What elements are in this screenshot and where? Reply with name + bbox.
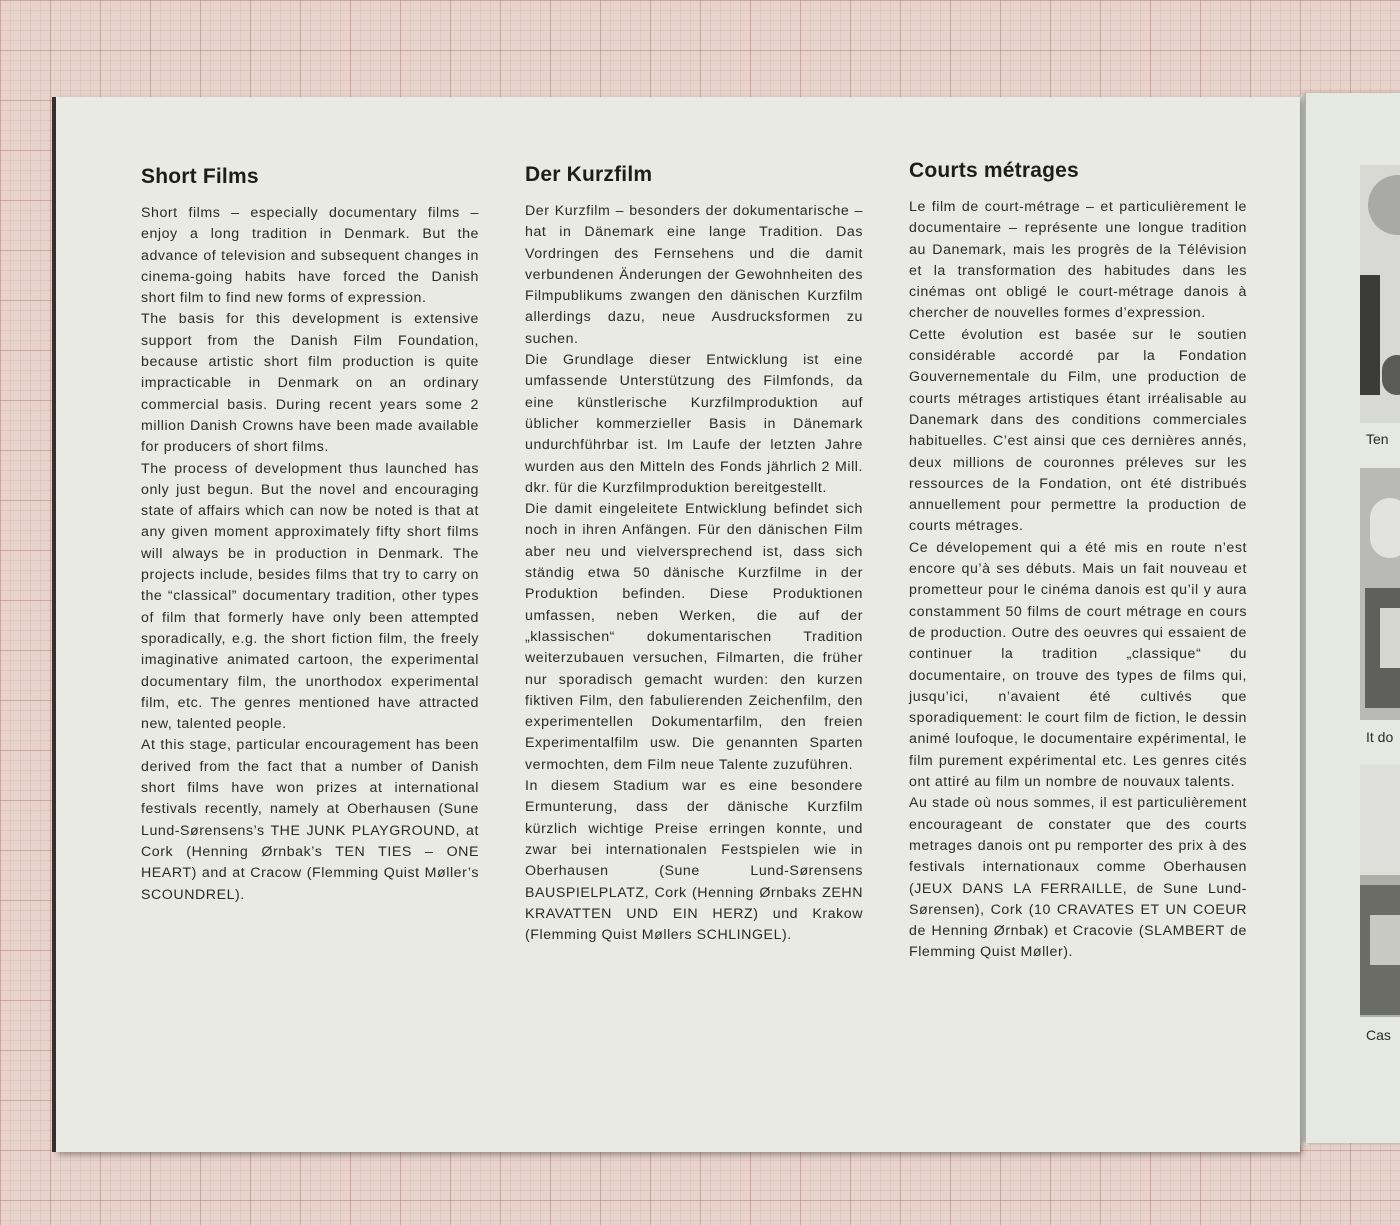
left-page — [56, 97, 1300, 1152]
column-title: Courts métrages — [909, 159, 1079, 182]
paragraph: At this stage, particular encouragement has been derived from the fact that a number of Danish short films have won prizes at international festivals recently, namely at Oberhausen (Sune Lund-Sørensens’s THE JUNK PLAYGROUND, at Cork (Henning Ørnbak’s TEN TIES – ONE HEART) and at Cracow (Flemming Quist Møller’s SCOUNDREL). — [141, 737, 479, 903]
photo-caption: It do — [1366, 729, 1394, 745]
right-page — [1306, 93, 1400, 1143]
paragraph: Au stade où nous sommes, il est particulièrement encourageant de constater que des courts metrages danois ont pu remporter des prix à des festivals internationaux comme Oberhausen (JEUX DANS LA FERRAILLE, de Sune Lund-Sørensen), Cork (10 CRAVATES ET UN COEUR de Henning Ørnbak) et Cracovie (SLAMBERT de Flemming Quist Møller). — [909, 795, 1247, 961]
paragraph: Ce dévelopement qui a été mis en route n’est encore qu’à ses débuts. Mais un fait nouveau et prometteur pour le cinéma danois est qu’il y aura constamment 50 films de court métrage en cours de production. Outre des oeuvres qui essaient de continuer la tradition „classique“ du documentaire, on trouve des types de films qui, jusqu’ici, n’avaient été cultivés que sporadiquement: le court film de fiction, le dessin animé loufoque, le documentaire expérimental, le film purement expérimental etc. Les genres cités ont attiré au film un nombre de nouvaux talents. — [909, 539, 1247, 791]
photo-caption: Cas — [1366, 1027, 1391, 1043]
film-still-photo — [1360, 765, 1400, 1017]
paragraph: Le film de court-métrage – et particulièrement le documentaire – représente une longue tradition au Danemark, mais les progrès de la Télévision et la transformation des habitudes dans les cinémas ont obligé le court-métrage danois à chercher de nouvelles formes d’expression. — [909, 199, 1247, 322]
column-german — [525, 163, 863, 946]
film-still-photo — [1360, 468, 1400, 720]
paragraph: Der Kurzfilm – besonders der dokumentarische – hat in Dänemark eine lange Tradition. Das Vordringen des Fernsehens und die damit verbundenen Änderungen der Gewohnheiten des Filmpublikums zwangen den dänischen Kurzfilm allerdings dazu, neue Ausdrucksformen zu suchen. — [525, 203, 863, 347]
column-title: Short Films — [141, 165, 259, 188]
film-still-photo — [1360, 165, 1400, 423]
column-title: Der Kurzfilm — [525, 163, 653, 186]
paragraph: In diesem Stadium war es eine besondere Ermunterung, dass der dänische Kurzfilm kürzlich wichtige Preise erringen konnte, und zwar bei internationalen Festspielen wie in Oberhausen (Sune Lund-Sørensens BAUSPIELPLATZ, Cork (Henning Ørnbaks ZEHN KRAVATTEN UND EIN HERZ) und Krakow (Flemming Quist Møllers SCHLINGEL). — [525, 778, 863, 944]
paragraph: The basis for this development is extensive support from the Danish Film Foundation, because artistic short film production is quite impracticable in Denmark on an ordinary commercial basis. During recent years some 2 million Danish Crowns have been made available for producers of short films. — [141, 311, 479, 456]
paragraph: Short films – especially documentary films – enjoy a long tradition in Denmark. But the advance of television and subsequent changes in cinema-going habits have forced the Danish short film to find new forms of expression. — [141, 205, 479, 307]
paragraph: The process of development thus launched has only just begun. But the novel and encouraging state of affairs which can now be noted is that at any given moment approximately fifty short films will always be in production in Denmark. The projects include, besides films that try to carry on the “classical” documentary tradition, other types of film that formerly have only been attempted sporadically, e.g. the short fiction film, the freely imaginative animated cartoon, the experimental documentary film, the unorthodox experimental film, etc. The genres mentioned have attracted new, talented people. — [141, 460, 479, 733]
paragraph: Die damit eingeleitete Entwicklung befindet sich noch in ihren Anfängen. Für den dänischen Film aber neu und vielversprechend ist, dass sich ständig etwa 50 dänische Kurzfilme in der Produktion befinden. Diese Produktionen umfassen, neben Werken, die auf der „klassischen“ dokumentarischen Tradition weiterzubauen versuchen, Filmarten, die früher nur sporadisch gemacht wurden: den kurzen fiktiven Film, den fabulierenden Zeichenfilm, den experimentellen Dokumentarfilm, den freien Experimentalfilm usw. Die genannten Sparten vermochten, dem Film neue Talente zuzuführen. — [525, 501, 863, 773]
paragraph: Cette évolution est basée sur le soutien considérable accordé par la Fondation Gouvernementale du Film, une production de courts métrages artistiques étant irréalisable au Danemark dans des conditions commerciales habituelles. C’est ainsi que ces dernières annés, deux millions de couronnes préleves sur les ressources de la Fondation, ont été distribués annuellement pour permettre la production de courts métrages. — [909, 326, 1247, 535]
column-english — [141, 165, 479, 906]
photo-caption: Ten — [1366, 431, 1389, 447]
paragraph: Die Grundlage dieser Entwicklung ist eine umfassende Unterstützung des Filmfonds, da eine künstlerische Kurzfilmproduktion auf üblicher kommerzieller Basis in Dänemark undurchführbar ist. Im Laufe der letzten Jahre wurden aus den Mitteln des Fonds jährlich 2 Mill. dkr. für die Kurzfilmproduktion bereitgestellt. — [525, 352, 863, 496]
column-french — [909, 159, 1247, 964]
